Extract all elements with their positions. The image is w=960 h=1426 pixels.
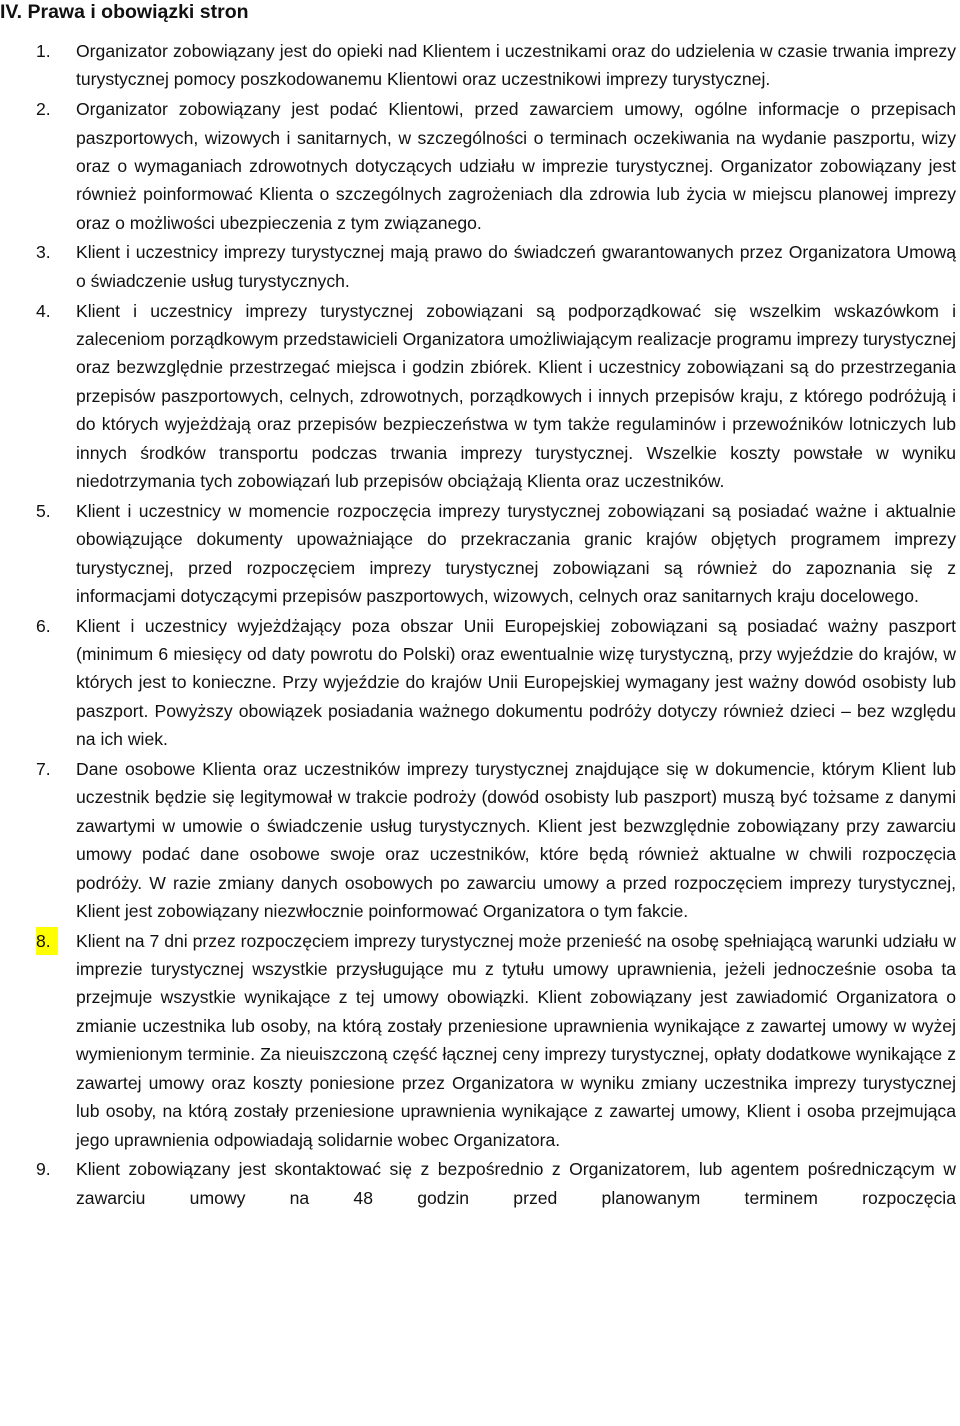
item-text: Organizator zobowiązany jest podać Klientowi, przed zawarciem umowy, ogólne informacje o przepisach paszportowych, wizowych i sanitarnych, w szczególności o terminach oczekiwania na wydanie paszportu, wizy oraz o wymaganiach zdrowotnych dotyczących udziału w imprezie turystycznej. Organizator zobowiązany jest również poinformować Klienta o szczególnych zagrożeniach dla zdrowia lub życia w miejscu planowej imprezy oraz o możliwości ubezpieczenia z tym związanego. bbox=[76, 99, 956, 233]
item-number: 3. bbox=[36, 242, 51, 263]
item-number-highlighted: 8. bbox=[36, 927, 58, 955]
list-item-7 bbox=[0, 755, 960, 925]
list-item-6 bbox=[0, 612, 960, 754]
item-number: 7. bbox=[36, 758, 51, 779]
item-number: 6. bbox=[36, 615, 51, 636]
item-text: Klient i uczestnicy imprezy turystycznej zobowiązani są podporządkować się wszelkim wskazówkom i zaleceniom porządkowym przedstawicieli Organizatora umożliwiającym realizacje programu imprezy turystycznej oraz bezwzględnie przestrzegać miejsca i godzin zbiórek. Klient i uczestnicy zobowiązani są do przestrzegania przepisów paszportowych, celnych, zdrowotnych, porządkowych i innych przepisów kraju, z którego podróżują i do których wyjeżdżają oraz przepisów bezpieczeństwa w tym także regulaminów i przewoźników lotniczych lub innych środków transportu podczas trwania imprezy turystycznej. Wszelkie koszty powstałe w wyniku niedotrzymania tych zobowiązań lub przepisów obciążają Klienta oraz uczestników. bbox=[76, 300, 957, 491]
item-text: Klient na 7 dni przez rozpoczęciem imprezy turystycznej może przenieść na osobę spełniającą warunki udziału w imprezie turystycznej wszystkie przysługujące mu z tytułu umowy uprawnienia, jeżeli jednocześnie osoba ta przejmuje wszystkie wynikające z tej umowy obowiązki. Klient zobowiązany jest zawiadomić Organizatora o zmianie uczestnika lub osoby, na którą zostały przeniesione uprawnienia wynikające z zawartej umowy w wyżej wymienionym terminie. Za nieuiszczoną część łącznej ceny imprezy turystycznej, opłaty dodatkowe wynikające z zawartej umowy oraz koszty poniesione przez Organizatora w wyniku zmiany uczestnika imprezy turystycznej lub osoby, na którą zostały przeniesione uprawnienia wynikające z zawartej umowy, Klient i osoba przejmująca jego uprawnienia odpowiadają solidarnie wobec Organizatora. bbox=[76, 930, 956, 1150]
item-text: Klient i uczestnicy wyjeżdżający poza obszar Unii Europejskiej zobowiązani są posiadać ważny paszport (minimum 6 miesięcy od daty powrotu do Polski) oraz ewentualnie wizę turystyczną, przy wyjeździe do krajów, w których jest to konieczne. Przy wyjeździe do krajów Unii Europejskiej wymagany jest ważny dowód osobisty lub paszport. Powyższy obowiązek posiadania ważnego dokumentu podróży dotyczy również dzieci – bez względu na ich wiek. bbox=[76, 615, 956, 750]
list-item-3 bbox=[0, 238, 960, 295]
item-text: Dane osobowe Klienta oraz uczestników imprezy turystycznej znajdujące się w dokumencie, którym Klient lub uczestnik będzie się legitymował w trakcie podroży (dowód osobisty lub paszport) muszą być tożsame z danymi zawartymi w umowie o świadczenie usług turystycznych. Klient jest bezwzględnie zobowiązany przy zawarciu umowy podać dane osobowe swoje oraz uczestników, które będą również aktualne w chwili rozpoczęcia podróży. W razie zmiany danych osobowych po zawarciu umowy a przed rozpoczęciem imprezy turystycznej, Klient jest zobowiązany niezwłocznie poinformować Organizatora o tym fakcie. bbox=[76, 758, 956, 921]
item-text: Klient zobowiązany jest skontaktować się z bezpośrednio z Organizatorem, lub agentem pośredniczącym w zawarciu umowy na 48 godzin przed planowanym terminem rozpoczęcia bbox=[76, 1159, 956, 1208]
item-text: Klient i uczestnicy imprezy turystycznej mają prawo do świadczeń gwarantowanych przez Organizatora Umową o świadczenie usług turystycznych. bbox=[76, 242, 956, 291]
list-item-8 bbox=[0, 927, 960, 1154]
list-item-1 bbox=[0, 37, 960, 94]
obligations-list bbox=[0, 37, 960, 1213]
list-item-4 bbox=[0, 297, 960, 496]
item-text: Organizator zobowiązany jest do opieki nad Klientem i uczestnikami oraz do udzielenia w czasie trwania imprezy turystycznej pomocy poszkodowanemu Klientowi oraz uczestnikowi imprezy turystycznej. bbox=[76, 41, 956, 90]
item-number: 2. bbox=[36, 99, 51, 120]
list-item-9 bbox=[0, 1155, 960, 1212]
section-title: IV. Prawa i obowiązki stron bbox=[0, 1, 249, 23]
item-text: Klient i uczestnicy w momencie rozpoczęcia imprezy turystycznej zobowiązani są posiadać ważne i aktualnie obowiązujące dokumenty upoważniające do przekraczania granic krajów objętych programem imprezy turystycznej, przed rozpoczęciem imprezy turystycznej zobowiązani są również do zapoznania się z informacjami dotyczącymi przepisów paszportowych, wizowych, celnych oraz sanitarnych kraju docelowego. bbox=[76, 500, 956, 606]
item-number: 4. bbox=[36, 300, 51, 321]
list-item-2 bbox=[0, 95, 960, 237]
item-number: 1. bbox=[36, 41, 51, 61]
list-item-5 bbox=[0, 497, 960, 611]
item-number: 5. bbox=[36, 500, 51, 521]
item-number: 9. bbox=[36, 1159, 51, 1180]
